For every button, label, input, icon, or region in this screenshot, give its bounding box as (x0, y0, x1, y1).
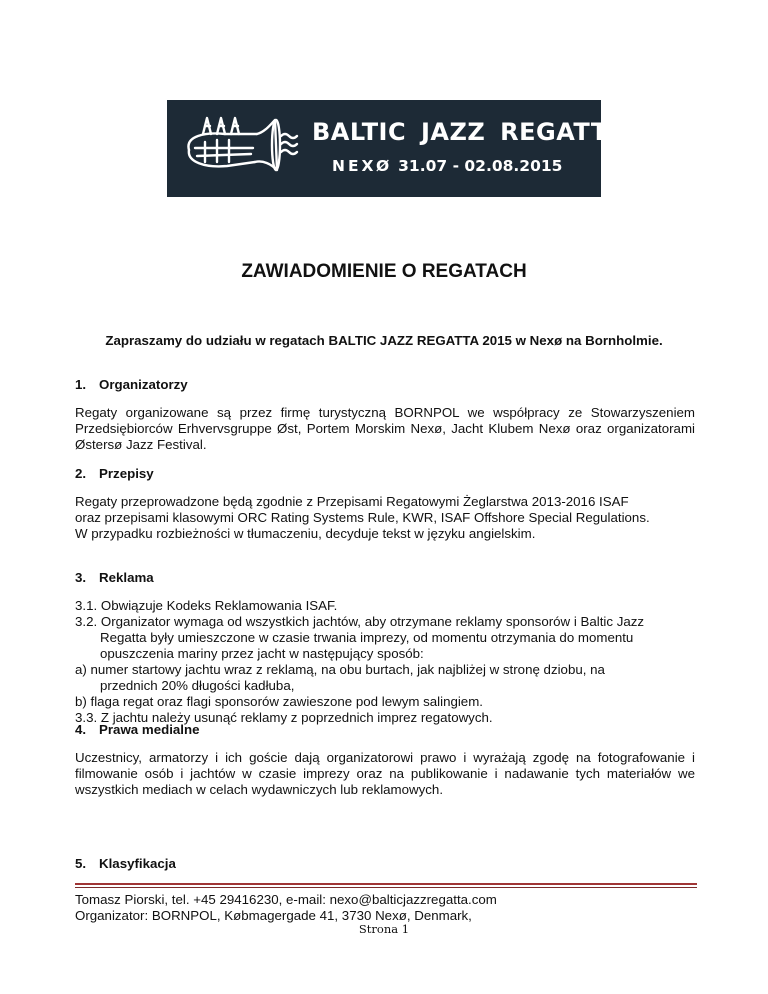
section-advertising (75, 570, 695, 726)
footer-divider-thin (75, 887, 697, 888)
section-line: opuszczenia mariny przez jacht w następujący sposób: (100, 646, 424, 661)
section-classification (75, 856, 695, 872)
section-body: Uczestnicy, armatorzy i ich goście dają organizatorowi prawo i wyrażają zgodę na fotografowanie i filmowanie osób i jachtów w czasie imprezy oraz na publikowanie i nadawanie tych materiałów we wszystkich mediach w celach wydawniczych lub reklamowych. (75, 750, 695, 797)
banner-title: BALTIC JAZZ REGATTA (312, 118, 625, 146)
section-heading: 1. Organizatorzy (75, 377, 188, 392)
section-heading: 5. Klasyfikacja (75, 856, 176, 871)
section-line: 3.2. Organizator wymaga od wszystkich jachtów, aby otrzymane reklamy sponsorów i Baltic Jazz (75, 614, 645, 629)
section-line: Regatta były umieszczone w czasie trwania imprezy, od momentu otrzymania do momentu (100, 630, 634, 645)
section-line: Regaty przeprowadzone będą zgodnie z Przepisami Regatowymi Żeglarstwa 2013-2016 ISAF (75, 494, 629, 509)
section-body: Regaty organizowane są przez firmę turystyczną BORNPOL we współpracy ze Stowarzyszeniem Przedsiębiorców Erhvervsgruppe Øst, Portem Morskim Nexø, Jacht Klubem Nexø oraz organizatorami Østersø Jazz Festival. (75, 405, 695, 452)
footer-organizer: Organizator: BORNPOL, Købmagergade 41, 3730 Nexø, Denmark, (75, 908, 472, 923)
section-media-rights (75, 722, 695, 798)
section-organizers (75, 377, 695, 453)
section-rules (75, 466, 695, 542)
section-line: W przypadku rozbieżności w tłumaczeniu, decyduje tekst w języku angielskim. (75, 526, 536, 541)
section-line: oraz przepisami klasowymi ORC Rating Systems Rule, KWR, ISAF Offshore Special Regulations. (75, 510, 650, 525)
section-heading: 3. Reklama (75, 570, 154, 585)
header-banner (167, 100, 625, 197)
banner-dates: 31.07 - 02.08.2015 (398, 157, 563, 175)
section-heading: 2. Przepisy (75, 466, 154, 481)
intro-text: Zapraszamy do udziału w regatach BALTIC JAZZ REGATTA 2015 w Nexø na Bornholmie. (105, 333, 663, 348)
section-line: 3.3. Z jachtu należy usunąć reklamy z poprzednich imprez regatowych. (75, 710, 493, 725)
footer-divider (75, 883, 697, 885)
banner-city: NEXØ (332, 157, 393, 175)
section-line: b) flaga regat oraz flagi sponsorów zawieszone pod lewym salingiem. (75, 694, 483, 709)
trumpet-ship-icon (175, 106, 305, 186)
page-title: ZAWIADOMIENIE O REGATACH (241, 261, 527, 282)
section-line: 3.1. Obwiązuje Kodeks Reklamowania ISAF. (75, 598, 338, 613)
section-line: a) numer startowy jachtu wraz z reklamą, na obu burtach, jak najbliżej w stronę dziobu, na (75, 662, 605, 677)
section-heading: 4. Prawa medialne (75, 722, 200, 737)
section-line: przednich 20% długości kadłuba, (100, 678, 295, 693)
footer-contact: Tomasz Piorski, tel. +45 29416230, e-mail: nexo@balticjazzregatta.com (75, 892, 497, 907)
banner-subtitle (332, 157, 562, 175)
footer (75, 892, 497, 924)
page-number: Strona 1 (358, 922, 410, 936)
